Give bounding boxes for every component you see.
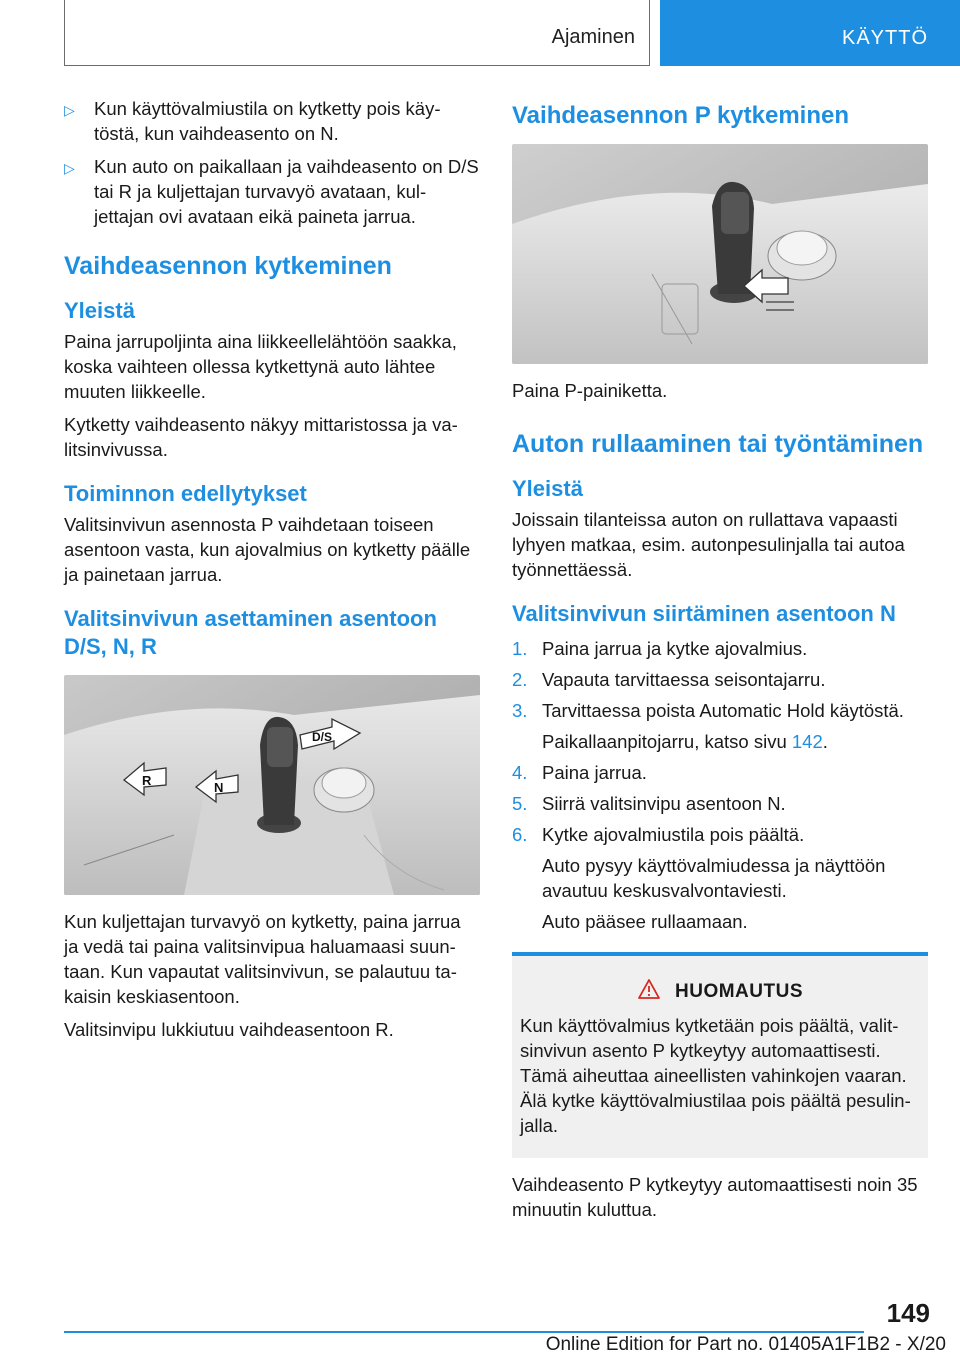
header-chapter-tab [660, 0, 960, 66]
list-text: Siirrä valitsinvipu asentoon N. [542, 793, 786, 814]
list-item [512, 667, 930, 692]
subheading-selector-setting: Valitsinvivun asettaminen asentoon D/S, N, R [64, 606, 437, 659]
list-item [512, 636, 930, 661]
subheading-general: Yleistä [512, 476, 583, 501]
list-text: Paina jarrua ja kytke ajovalmius. [542, 638, 808, 659]
notice-text: Kun käyttövalmius kytketään pois päältä, valit-sinvivun asento P kytkeytyy automaattisesti. Tämä aiheuttaa aineellisten vahinkojen vaaran. Älä kytke käyttövalmiustilaa pois päältä pesulin-jalla. [520, 1015, 911, 1136]
warning-triangle-icon [637, 978, 661, 1005]
subtext-prefix: Paikallaanpitojarru, katso sivu [542, 731, 792, 752]
list-subtext: Auto pysyy käyttövalmiudessa ja näyttöön avautuu keskusvalvontaviesti. [542, 855, 886, 901]
list-subtext [512, 729, 930, 754]
footer-divider [64, 1331, 864, 1333]
notice-header [520, 978, 920, 1005]
list-number: 6. [512, 824, 528, 845]
paragraph: Kun kuljettajan turvavyö on kytketty, paina jarrua ja vedä tai paina valitsinvipua haluamaasi suun-taan. Kun vapautat valitsinvivun, se palautuu ta-kaisin keskiasentoon. [64, 911, 461, 1007]
right-column [512, 96, 930, 1230]
notice-title: HUOMAUTUS [675, 980, 803, 1002]
list-item [512, 760, 930, 785]
header-chapter: KÄYTTÖ [841, 26, 928, 49]
bullet-item [64, 96, 480, 146]
section-heading-gear-selection: Vaihdeasennon kytkeminen [64, 252, 392, 280]
left-column [64, 96, 480, 1050]
paragraph: Valitsinvipu lukkiutuu vaihdeasentoon R. [64, 1019, 394, 1040]
paragraph: Joissain tilanteissa auton on rullattava vapaasti lyhyen matkaa, esim. autonpesulinjalla tai autoa työnnettäessä. [512, 509, 905, 580]
list-text: Paina jarrua. [542, 762, 647, 783]
bullet-text: Kun auto on paikallaan ja vaihdeasento on D/S tai R ja kuljettajan turvavyö avataan, kul-jettajan ovi avataan eikä paineta jarrua. [94, 156, 479, 227]
list-item [512, 822, 930, 847]
subheading-move-to-n: Valitsinvivun siirtäminen asentoon N [512, 601, 896, 626]
bullet-item [64, 154, 480, 229]
subheading-requirements: Toiminnon edellytykset [64, 481, 307, 506]
section-heading-rolling: Auton rullaaminen tai työntäminen [512, 430, 924, 458]
list-item [512, 698, 930, 723]
label-r: R [142, 773, 152, 788]
label-ds: D/S [312, 730, 333, 744]
list-number: 3. [512, 700, 528, 721]
list-number: 2. [512, 669, 528, 690]
header-section: Ajaminen [551, 26, 635, 48]
paragraph: Paina jarrupoljinta aina liikkeellelähtöön saakka, koska vaihteen ollessa kytkettynä auto lähtee muuten liikkeelle. [64, 331, 457, 402]
triangle-bullet-icon: ▷ [64, 102, 75, 118]
page-number: 149 [886, 1298, 930, 1328]
list-subtext: Auto pääsee rullaamaan. [542, 911, 748, 932]
label-n: N [214, 780, 224, 795]
notice-box [512, 952, 928, 1158]
subheading-general: Yleistä [64, 298, 135, 323]
gear-selector-image [64, 675, 480, 895]
park-button-image [512, 144, 928, 364]
section-heading-park: Vaihdeasennon P kytkeminen [512, 102, 850, 129]
list-text: Vapauta tarvittaessa seisontajarru. [542, 669, 826, 690]
paragraph: Valitsinvivun asennosta P vaihdetaan toiseen asentoon vasta, kun ajovalmius on kytketty päälle ja painetaan jarrua. [64, 514, 471, 585]
triangle-bullet-icon: ▷ [64, 160, 75, 176]
list-number: 5. [512, 793, 528, 814]
paragraph: Kytketty vaihdeasento näkyy mittaristossa ja va-litsinvivussa. [64, 414, 458, 460]
list-number: 4. [512, 762, 528, 783]
page-reference-link[interactable]: 142 [791, 731, 823, 752]
footer-edition: Online Edition for Part no. 01405A1F1B2 - X/20 [545, 1334, 946, 1355]
paragraph: Vaihdeasento P kytkeytyy automaattisesti noin 35 minuutin kuluttua. [512, 1174, 918, 1220]
header-section-tab [64, 0, 650, 66]
list-item [512, 791, 930, 816]
bullet-text: Kun käyttövalmiustila on kytketty pois käy-töstä, kun vaihdeasento on N. [94, 98, 441, 144]
paragraph: Paina P-painiketta. [512, 380, 668, 401]
list-text: Kytke ajovalmiustila pois päältä. [542, 824, 805, 845]
list-number: 1. [512, 638, 528, 659]
subtext-suffix: . [822, 731, 828, 752]
list-text: Tarvittaessa poista Automatic Hold käytöstä. [542, 700, 904, 721]
